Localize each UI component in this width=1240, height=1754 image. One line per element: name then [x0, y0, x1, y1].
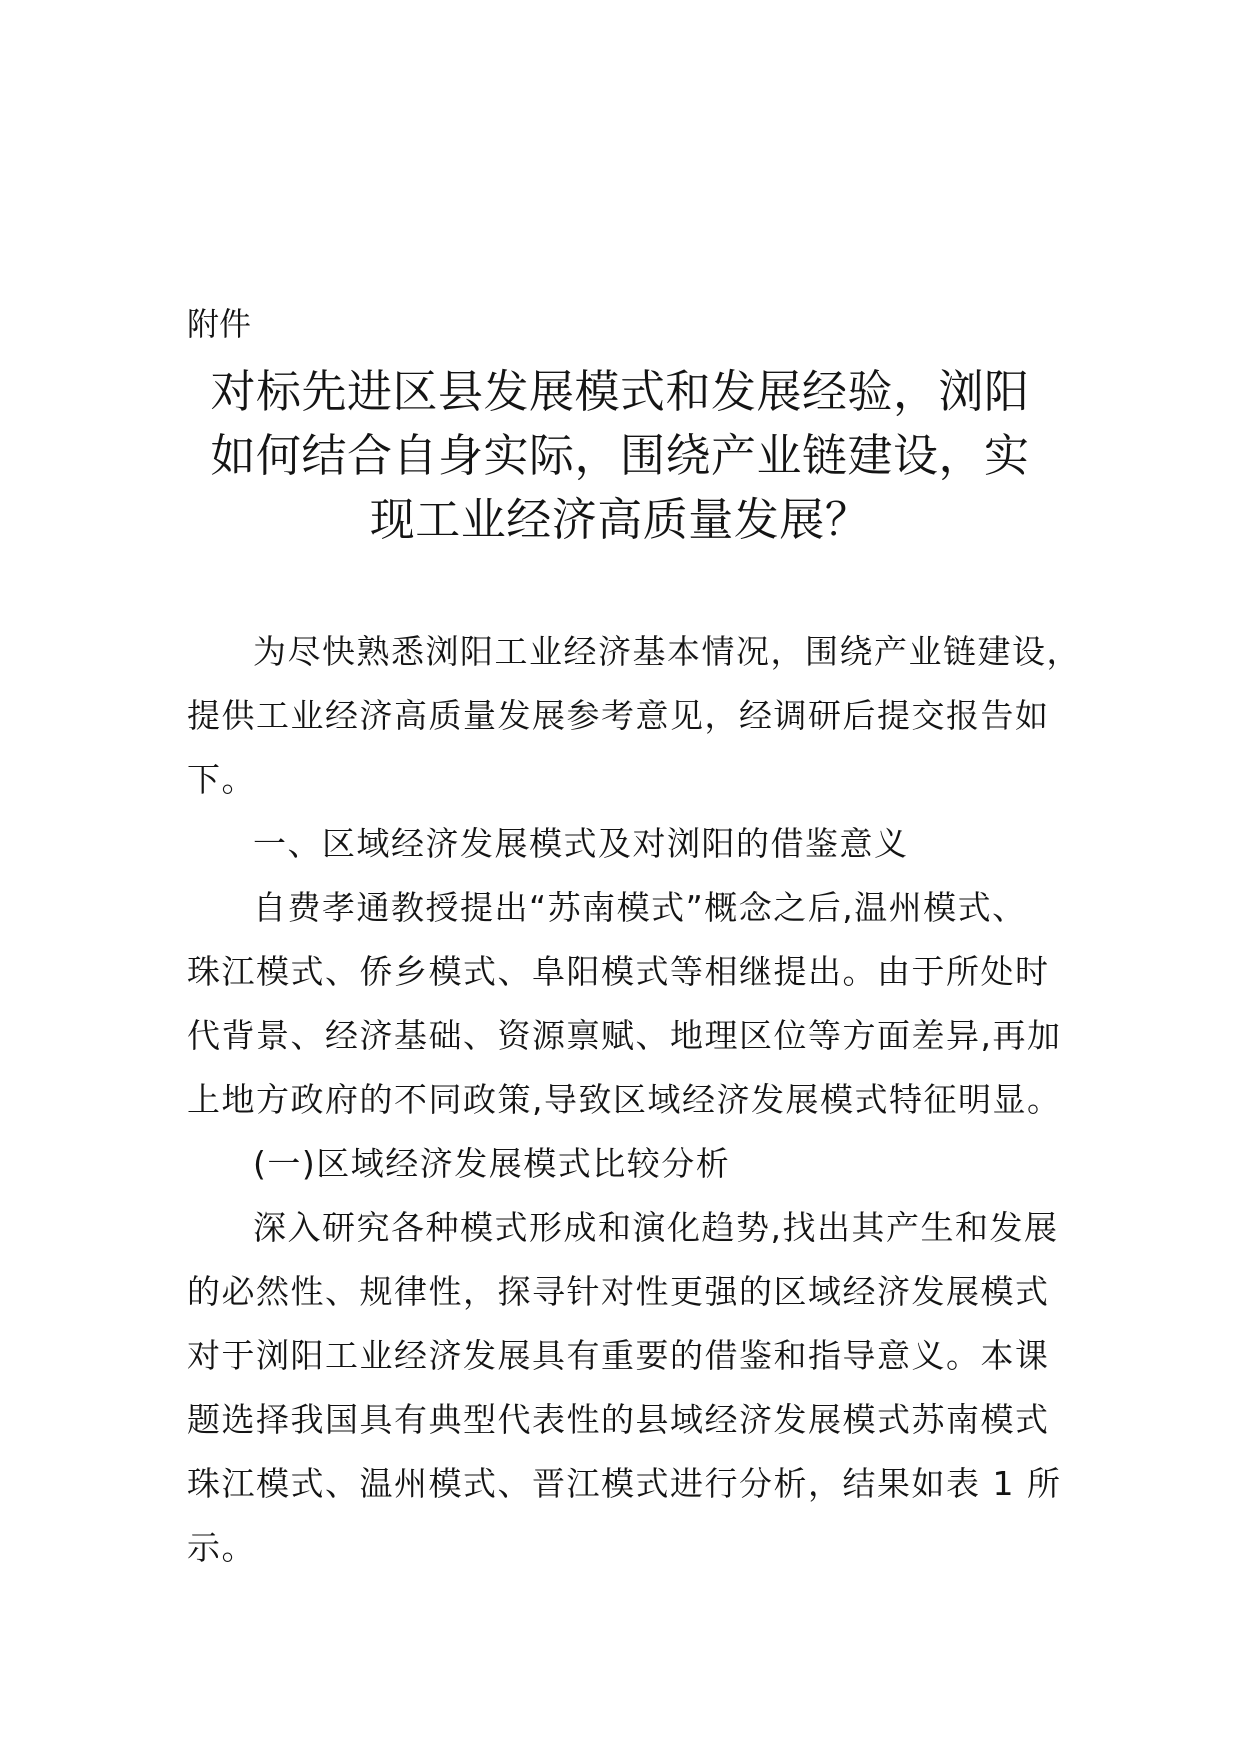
title-line: 对标先进区县发展模式和发展经验，浏阳 — [210, 365, 1030, 418]
intro-paragraph — [187, 620, 1081, 812]
paragraph-line: 自费孝通教授提出“苏南模式”概念之后,温州模式、 — [253, 888, 1027, 927]
paragraph-line: 对于浏阳工业经济发展具有重要的借鉴和指导意义。本课 — [187, 1336, 1050, 1375]
section-paragraph — [187, 876, 1062, 1132]
paragraph-line: 提供工业经济高质量发展参考意见，经调研后提交报告如 — [187, 696, 1050, 735]
subsection-heading: (一)区域经济发展模式比较分析 — [253, 1144, 731, 1183]
document-body — [187, 620, 1081, 1580]
document-title — [187, 360, 1053, 552]
paragraph-line: 珠江模式、侨乡模式、阜阳模式等相继提出。由于所处时 — [187, 952, 1050, 991]
subsection-paragraph — [187, 1196, 1062, 1580]
attachment-label: 附件 — [187, 305, 252, 343]
section-heading: 一、区域经济发展模式及对浏阳的借鉴意义 — [253, 824, 909, 863]
title-line: 如何结合自身实际，围绕产业链建设，实 — [210, 429, 1030, 482]
paragraph-line: 的必然性、规律性，探寻针对性更强的区域经济发展模式 — [187, 1272, 1050, 1311]
paragraph-line: 深入研究各种模式形成和演化趋势,找出其产生和发展 — [253, 1208, 1059, 1247]
paragraph-line: 下。 — [187, 760, 256, 799]
paragraph-line: 代背景、经济基础、资源禀赋、地理区位等方面差异,再加 — [187, 1016, 1062, 1055]
paragraph-line: 为尽快熟悉浏阳工业经济基本情况，围绕产业链建设， — [253, 632, 1081, 671]
paragraph-line: 示。 — [187, 1528, 256, 1567]
paragraph-line: 珠江模式、温州模式、晋江模式进行分析，结果如表 1 所 — [187, 1464, 1062, 1503]
title-line: 现工业经济高质量发展？ — [369, 493, 871, 546]
paragraph-line: 上地方政府的不同政策,导致区域经济发展模式特征明显。 — [187, 1080, 1062, 1119]
paragraph-line: 题选择我国具有典型代表性的县域经济发展模式苏南模式 — [187, 1400, 1050, 1439]
